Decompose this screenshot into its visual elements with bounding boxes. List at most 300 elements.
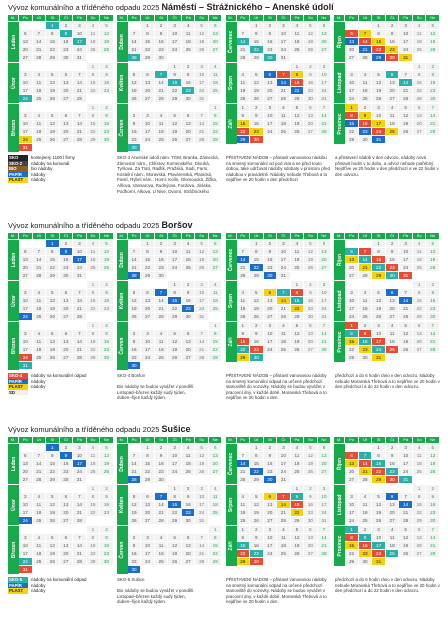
day-cell: 12 <box>128 297 142 305</box>
day-cell: 3 <box>277 22 291 30</box>
day-cell: 10 <box>318 289 332 297</box>
day-cell: 30 <box>359 136 373 144</box>
day-cell: 9 <box>100 71 114 79</box>
day-cell: 3 <box>168 444 182 452</box>
day-cell: 2 <box>155 22 169 30</box>
day-cell: 6 <box>141 493 155 501</box>
day-cell: 21 <box>318 542 332 550</box>
day-cell: 19 <box>46 128 60 136</box>
day-cell: 13 <box>209 452 223 460</box>
day-cell: 30 <box>60 476 74 484</box>
day-cell: 13 <box>413 534 427 542</box>
weekday-label: Út <box>141 15 155 21</box>
day-cell: 8 <box>372 248 386 256</box>
day-cell: 2 <box>100 526 114 534</box>
month-grid <box>345 485 440 525</box>
day-cell: 27 <box>141 517 155 525</box>
day-cell <box>19 322 33 330</box>
day-cell: 11 <box>386 534 400 542</box>
day-cell: 7 <box>426 322 440 330</box>
day-cell: 18 <box>33 305 47 313</box>
day-cell <box>46 104 60 112</box>
day-cell: 22 <box>209 550 223 558</box>
day-cell <box>359 444 373 452</box>
day-cell: 4 <box>291 240 305 248</box>
legend-tag: PLAST <box>8 384 28 390</box>
day-cell <box>141 63 155 71</box>
day-cell: 24 <box>399 264 413 272</box>
day-cell: 17 <box>73 38 87 46</box>
day-cell: 23 <box>359 128 373 136</box>
day-cell: 21 <box>237 468 251 476</box>
day-cell: 14 <box>237 256 251 264</box>
month-block <box>226 443 332 484</box>
day-cell <box>19 526 33 534</box>
day-cell: 14 <box>277 501 291 509</box>
day-cell: 19 <box>250 87 264 95</box>
day-cell: 26 <box>291 550 305 558</box>
day-cell <box>195 54 209 62</box>
day-cell: 5 <box>46 71 60 79</box>
weekday-label: Čt <box>386 15 400 21</box>
month-grid <box>345 104 440 144</box>
day-cell: 17 <box>19 550 33 558</box>
day-cell: 15 <box>250 460 264 468</box>
day-cell: 6 <box>304 322 318 330</box>
month-grid <box>345 22 440 62</box>
weekday-label: Pá <box>73 15 87 21</box>
day-cell: 9 <box>250 330 264 338</box>
day-cell: 23 <box>100 305 114 313</box>
day-cell: 12 <box>46 79 60 87</box>
day-cell: 24 <box>73 264 87 272</box>
day-cell: 13 <box>19 256 33 264</box>
day-cell <box>413 558 427 566</box>
weekday-label: Út <box>359 233 373 239</box>
day-cell: 6 <box>345 452 359 460</box>
day-cell: 25 <box>155 354 169 362</box>
weekday-label: Čt <box>168 233 182 239</box>
day-cell <box>386 63 400 71</box>
weekday-label: Čt <box>168 437 182 443</box>
day-cell <box>46 485 60 493</box>
day-cell: 22 <box>291 509 305 517</box>
day-cell: 28 <box>277 313 291 321</box>
day-cell: 9 <box>359 534 373 542</box>
month-label <box>117 240 128 280</box>
month-label <box>117 444 128 484</box>
day-cell: 7 <box>318 322 332 330</box>
day-cell: 3 <box>19 112 33 120</box>
day-cell: 24 <box>19 313 33 321</box>
day-cell: 27 <box>304 128 318 136</box>
day-cell: 29 <box>250 272 264 280</box>
day-cell <box>237 485 251 493</box>
day-cell: 16 <box>155 460 169 468</box>
day-cell: 20 <box>141 509 155 517</box>
day-cell: 11 <box>87 248 101 256</box>
month-grid <box>128 281 223 321</box>
day-cell: 31 <box>73 476 87 484</box>
month-name: Únor <box>10 295 17 307</box>
day-cell: 25 <box>87 264 101 272</box>
day-cell: 25 <box>209 305 223 313</box>
day-cell: 28 <box>128 476 142 484</box>
day-cell: 8 <box>372 30 386 38</box>
day-cell: 19 <box>372 87 386 95</box>
day-cell: 1 <box>345 104 359 112</box>
day-cell: 26 <box>128 313 142 321</box>
day-cell: 22 <box>291 305 305 313</box>
day-cell: 18 <box>33 509 47 517</box>
day-cell: 13 <box>182 338 196 346</box>
day-cell: 17 <box>19 128 33 136</box>
day-cell <box>168 566 182 574</box>
day-cell: 19 <box>195 460 209 468</box>
day-cell: 6 <box>141 289 155 297</box>
day-cell <box>182 566 196 574</box>
day-cell: 2 <box>100 104 114 112</box>
day-cell <box>182 362 196 370</box>
day-cell <box>304 476 318 484</box>
day-cell: 13 <box>386 79 400 87</box>
calendar-column <box>8 15 114 152</box>
day-cell: 11 <box>182 30 196 38</box>
day-cell: 6 <box>60 534 74 542</box>
day-cell: 10 <box>141 542 155 550</box>
day-cell: 10 <box>19 79 33 87</box>
day-cell: 10 <box>264 112 278 120</box>
day-cell: 24 <box>318 305 332 313</box>
day-cell: 23 <box>304 87 318 95</box>
day-cell: 28 <box>155 313 169 321</box>
day-cell: 20 <box>60 346 74 354</box>
day-cell: 17 <box>318 297 332 305</box>
day-cell: 17 <box>372 542 386 550</box>
month-name: Listopad <box>336 290 343 312</box>
day-cell <box>195 566 209 574</box>
day-cell: 2 <box>100 63 114 71</box>
day-cell: 4 <box>413 444 427 452</box>
calendar-columns <box>8 15 440 152</box>
day-cell <box>73 526 87 534</box>
day-cell: 26 <box>128 517 142 525</box>
day-cell: 1 <box>237 526 251 534</box>
month-grid <box>128 485 223 525</box>
legend-col2: SKO-5 Sušice Bio nádoby se budou vyvážet v pondělí. Listopad–březen každý sudý týden, duben–říjen každý týden. <box>117 577 195 605</box>
day-cell: 5 <box>168 534 182 542</box>
day-cell: 14 <box>73 79 87 87</box>
day-cell: 3 <box>73 444 87 452</box>
day-cell: 31 <box>195 517 209 525</box>
day-cell: 15 <box>372 38 386 46</box>
weekday-label: St <box>155 437 169 443</box>
day-cell: 21 <box>33 468 47 476</box>
month-label <box>117 526 128 574</box>
day-cell: 5 <box>291 526 305 534</box>
day-cell: 27 <box>60 354 74 362</box>
legend-tag: BIO <box>8 166 28 172</box>
month-grid <box>345 63 440 103</box>
day-cell: 5 <box>128 71 142 79</box>
day-cell: 13 <box>318 248 332 256</box>
day-cell: 28 <box>318 128 332 136</box>
day-cell: 17 <box>195 501 209 509</box>
month-label <box>8 526 19 574</box>
day-cell: 9 <box>264 452 278 460</box>
day-cell: 9 <box>60 30 74 38</box>
day-cell: 30 <box>100 354 114 362</box>
day-cell: 20 <box>304 542 318 550</box>
day-cell: 22 <box>87 128 101 136</box>
month-name: Srpen <box>228 497 234 513</box>
day-cell <box>237 63 251 71</box>
weekday-label: Ne <box>100 437 114 443</box>
day-cell: 16 <box>60 38 74 46</box>
day-cell: 29 <box>141 476 155 484</box>
day-cell <box>100 517 114 525</box>
month-block <box>117 62 223 103</box>
day-cell: 2 <box>264 22 278 30</box>
day-cell: 20 <box>386 87 400 95</box>
day-cell: 25 <box>87 468 101 476</box>
day-cell: 18 <box>413 38 427 46</box>
day-cell: 9 <box>100 289 114 297</box>
day-cell <box>87 566 101 574</box>
day-cell: 5 <box>46 289 60 297</box>
day-cell: 30 <box>128 144 142 152</box>
day-cell: 25 <box>413 264 427 272</box>
day-cell: 14 <box>318 534 332 542</box>
day-cell: 9 <box>60 248 74 256</box>
day-cell: 8 <box>46 452 60 460</box>
weekday-label: So <box>413 437 427 443</box>
day-cell: 10 <box>19 338 33 346</box>
month-name: Říjen <box>336 253 343 267</box>
day-cell: 18 <box>155 346 169 354</box>
month-label <box>226 63 237 103</box>
day-cell <box>60 144 74 152</box>
day-cell: 29 <box>87 558 101 566</box>
day-cell <box>413 272 427 280</box>
day-cell: 19 <box>426 460 440 468</box>
day-cell: 16 <box>128 346 142 354</box>
day-cell: 26 <box>128 95 142 103</box>
day-cell: 13 <box>182 542 196 550</box>
day-cell <box>60 63 74 71</box>
weekday-label: Po <box>345 233 359 239</box>
day-cell: 18 <box>209 501 223 509</box>
day-cell: 4 <box>237 289 251 297</box>
day-cell: 21 <box>128 468 142 476</box>
day-cell: 23 <box>359 550 373 558</box>
weekday-header <box>117 437 223 443</box>
day-cell: 7 <box>33 452 47 460</box>
day-cell: 17 <box>399 38 413 46</box>
day-cell: 23 <box>128 558 142 566</box>
day-cell: 12 <box>304 248 318 256</box>
day-cell: 20 <box>19 46 33 54</box>
day-cell <box>19 444 33 452</box>
day-cell: 17 <box>264 120 278 128</box>
day-cell: 7 <box>155 493 169 501</box>
day-cell: 13 <box>60 338 74 346</box>
day-cell: 24 <box>19 136 33 144</box>
day-cell: 29 <box>209 354 223 362</box>
day-cell: 11 <box>209 71 223 79</box>
day-cell: 25 <box>182 468 196 476</box>
day-cell: 24 <box>372 550 386 558</box>
day-cell: 27 <box>19 272 33 280</box>
day-cell: 5 <box>46 534 60 542</box>
day-cell: 15 <box>237 120 251 128</box>
day-cell: 14 <box>359 460 373 468</box>
day-cell: 15 <box>46 38 60 46</box>
day-cell: 2 <box>60 444 74 452</box>
day-cell: 10 <box>168 452 182 460</box>
day-cell <box>359 63 373 71</box>
day-cell <box>359 281 373 289</box>
day-cell <box>155 63 169 71</box>
day-cell: 3 <box>345 289 359 297</box>
day-cell: 13 <box>209 30 223 38</box>
day-cell: 9 <box>250 534 264 542</box>
month-grid <box>345 444 440 484</box>
weekday-label: M. <box>334 15 345 21</box>
day-cell: 11 <box>359 79 373 87</box>
day-cell: 13 <box>60 297 74 305</box>
day-cell: 6 <box>60 330 74 338</box>
day-cell: 14 <box>33 460 47 468</box>
day-cell <box>426 558 440 566</box>
day-cell <box>426 354 440 362</box>
day-cell: 30 <box>386 272 400 280</box>
day-cell: 31 <box>19 144 33 152</box>
month-grid <box>128 444 223 484</box>
day-cell <box>155 322 169 330</box>
day-cell: 14 <box>237 38 251 46</box>
day-cell: 13 <box>386 501 400 509</box>
month-block <box>334 21 440 62</box>
day-cell: 1 <box>87 485 101 493</box>
month-block <box>117 321 223 370</box>
day-cell: 25 <box>209 87 223 95</box>
day-cell: 8 <box>237 534 251 542</box>
day-cell <box>399 63 413 71</box>
day-cell: 16 <box>100 338 114 346</box>
day-cell: 5 <box>46 493 60 501</box>
day-cell: 1 <box>87 322 101 330</box>
day-cell: 24 <box>19 517 33 525</box>
day-cell: 10 <box>195 71 209 79</box>
day-cell: 7 <box>195 534 209 542</box>
day-cell: 26 <box>372 517 386 525</box>
legend-row <box>8 390 113 396</box>
day-cell: 28 <box>73 354 87 362</box>
day-cell: 1 <box>209 526 223 534</box>
day-cell: 11 <box>155 120 169 128</box>
day-cell <box>359 240 373 248</box>
weekday-label: St <box>372 15 386 21</box>
legend-row <box>8 588 113 594</box>
day-cell <box>413 136 427 144</box>
day-cell: 15 <box>372 460 386 468</box>
day-cell: 21 <box>318 338 332 346</box>
day-cell: 12 <box>399 112 413 120</box>
day-cell: 3 <box>399 444 413 452</box>
day-cell: 4 <box>209 281 223 289</box>
weekday-label: Út <box>250 437 264 443</box>
day-cell: 23 <box>100 509 114 517</box>
day-cell <box>386 354 400 362</box>
month-name: Prosinec <box>336 535 343 557</box>
day-cell: 22 <box>372 468 386 476</box>
day-cell <box>87 517 101 525</box>
day-cell: 14 <box>399 501 413 509</box>
day-cell: 21 <box>73 87 87 95</box>
day-cell: 11 <box>155 338 169 346</box>
day-cell: 15 <box>250 256 264 264</box>
day-cell: 7 <box>195 330 209 338</box>
legend-col2: SKO-3 Anenské údolí nám. TGM, Branka, Zámecká, Zámostní nám., Chlístov, Komenského, Dlouhá, Tyršova, Za Tratí, Radlík, Pražská, Sadí, Farní, Kostelní nám., Moravská, Plovárenská, Planická, Fiestí, Rybní nám., Horní, Kolín, Olomoucká, Žižka, Alšova, Vansarova, Rudnýova, Fordova, Jiráska, Podhorní, Alkova, U Nive, Dvorní, Strážnického <box>117 155 219 194</box>
legend-tag: SKO <box>8 155 28 161</box>
day-cell: 29 <box>291 313 305 321</box>
month-block <box>226 321 332 362</box>
legend-tag: PLAST <box>8 177 28 183</box>
day-cell: 3 <box>264 526 278 534</box>
day-cell: 19 <box>128 305 142 313</box>
day-cell <box>399 485 413 493</box>
day-cell: 1 <box>46 240 60 248</box>
day-cell: 30 <box>100 136 114 144</box>
day-cell <box>345 485 359 493</box>
day-cell: 26 <box>168 558 182 566</box>
day-cell: 7 <box>399 289 413 297</box>
day-cell: 23 <box>100 87 114 95</box>
day-cell: 8 <box>291 289 305 297</box>
day-cell: 8 <box>141 248 155 256</box>
day-cell <box>304 354 318 362</box>
day-cell: 16 <box>128 128 142 136</box>
day-cell: 7 <box>426 104 440 112</box>
day-cell: 20 <box>209 256 223 264</box>
month-block <box>117 484 223 525</box>
day-cell: 26 <box>426 264 440 272</box>
day-cell: 7 <box>237 30 251 38</box>
day-cell: 2 <box>304 281 318 289</box>
day-cell: 16 <box>60 256 74 264</box>
day-cell: 2 <box>359 104 373 112</box>
section-title <box>8 220 440 231</box>
day-cell: 28 <box>359 272 373 280</box>
day-cell <box>209 95 223 103</box>
day-cell: 3 <box>277 444 291 452</box>
day-cell: 27 <box>182 558 196 566</box>
day-cell: 21 <box>195 128 209 136</box>
month-block <box>334 62 440 103</box>
month-label <box>334 22 345 62</box>
day-cell: 7 <box>155 289 169 297</box>
day-cell: 25 <box>291 468 305 476</box>
day-cell: 12 <box>195 248 209 256</box>
month-name: Srpen <box>228 75 234 91</box>
day-cell: 3 <box>318 63 332 71</box>
day-cell <box>141 566 155 574</box>
day-cell: 7 <box>426 526 440 534</box>
month-name: Červen <box>119 119 126 137</box>
month-grid <box>19 485 114 525</box>
day-cell: 19 <box>291 120 305 128</box>
